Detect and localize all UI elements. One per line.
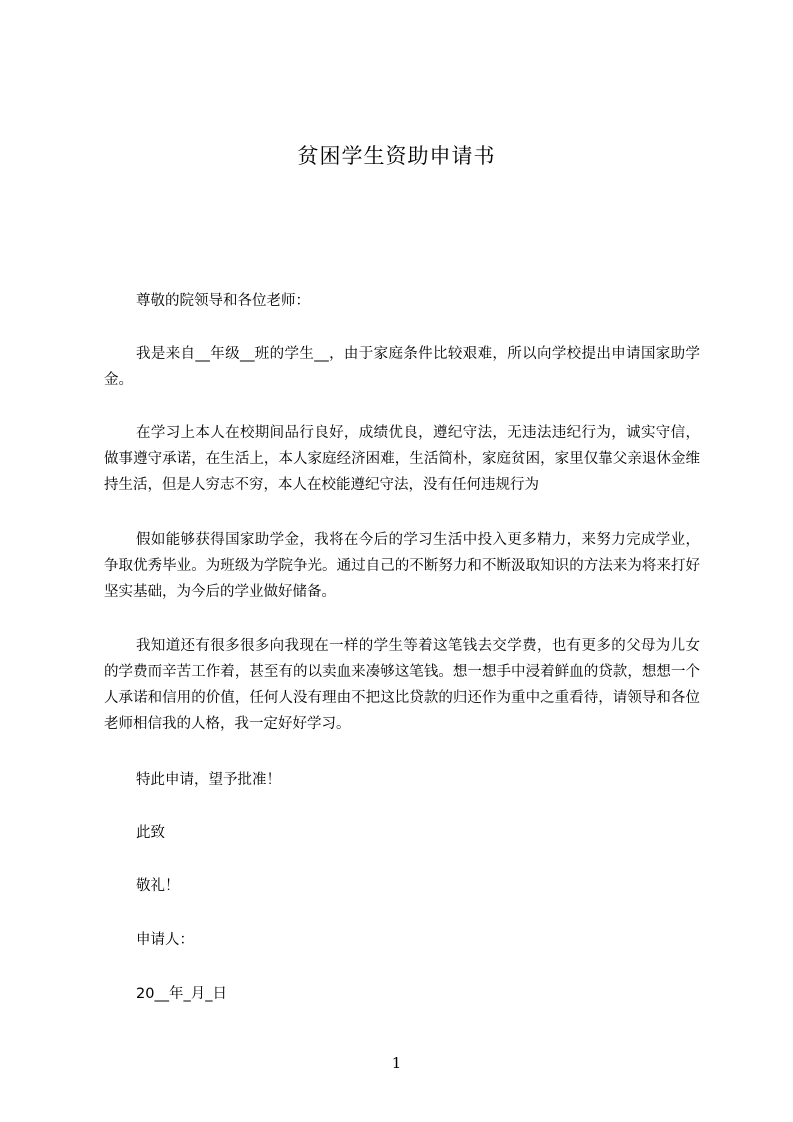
paragraph-text: 我知道还有很多很多向我现在一样的学生等着这笔钱去交学费，也有更多的父母为儿女的学费而辛苦工作着，甚至有的以卖血来凑够这笔钱。想一想手中浸着鲜血的贷款，想想一个人承诺和信用的价值，任何人没有理由不把这比贷款的归还作为重中之重看待，请领导和各位老师相信我的人格，我一定好好学习。 [104,638,700,732]
page-title: 贫困学生资助申请书 [297,144,496,168]
paragraph-text: 在学习上本人在校期间品行良好，成绩优良，遵纪守法，无违法违纪行为，诚实守信，做事遵守承诺，在生活上，本人家庭经济困难，生活简朴，家庭贫困，家里仅靠父亲退休金维持生活，但是人穷志不穷，本人在校能遵纪守法，没有任何违规行为 [104,425,700,493]
paragraph-1 [104,341,700,393]
applicant-label: 申请人： [136,932,194,948]
date-line: 20__年_月_日 [136,986,227,1002]
paragraph-text: 假如能够获得国家助学金，我将在今后的学习生活中投入更多精力，来努力完成学业，争取优秀毕业。为班级为学院争光。通过自己的不断努力和不断汲取知识的方法来为将来打好坚实基础，为今后的学业做好储备。 [104,532,700,600]
salutation: 尊敬的院领导和各位老师： [136,293,310,309]
closing-request: 特此申请，望予批准！ [136,772,281,788]
paragraph-text: 我是来自__年级__班的学生__，由于家庭条件比较艰难，所以向学校提出申请国家助学金。 [104,346,700,388]
page-number: 1 [391,1054,402,1072]
closing-salutation: 此致 [136,825,165,841]
closing-regards: 敬礼！ [136,878,180,894]
paragraph-4 [104,633,700,737]
paragraph-3 [104,527,700,605]
paragraph-2 [104,420,700,498]
